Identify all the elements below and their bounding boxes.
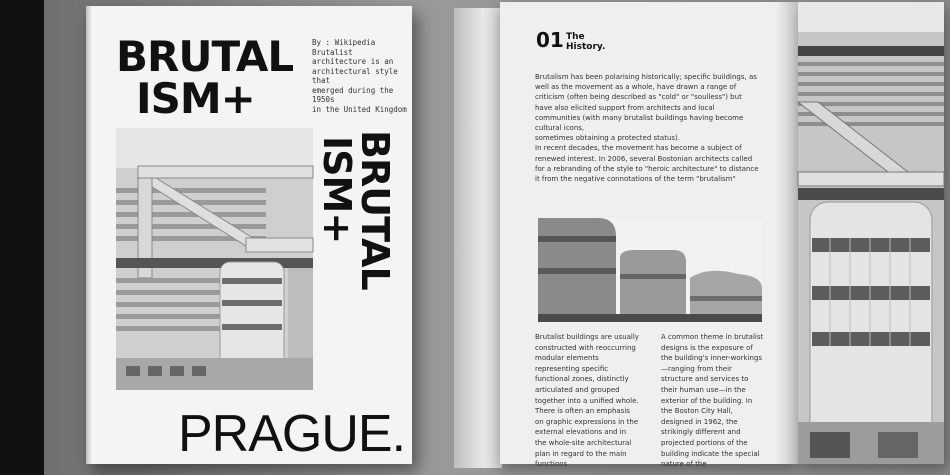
byline-line: in the United Kingdom [312,104,407,114]
intro-paragraph: Brutalism has been polarising historically; specific buildings, as well as the movement as a whole, have drawn a range of criticism (often being described as "cold" or "soulless") but have also elicited support from architects and local communities (with many brutalist buildings having become cultural icons, [535,73,757,133]
cover-byline [312,38,408,114]
magazine-cover [86,6,412,464]
byline-line: emerged during the 1950s [312,85,394,104]
chapter-number: 01 [536,28,564,52]
cover-title-line-2: ISM+ [136,74,255,123]
cover-spine [86,6,92,464]
byline-line: architectural style that [312,66,398,85]
intro-paragraph: In recent decades, the movement has become a subject of renewed interest. In 2006, several Bostonian architects called for a rebranding of the style to "heroic architecture" to distance it from the negative connotations of the term "brutalism" [535,144,759,184]
left-dark-band [0,0,44,475]
brutalist-tower-photo [798,2,944,464]
body-column-b: A common theme in brutalist designs is the exposure of the building's inner-workings—ranging from their structure and services to their human use—in the exterior of the building. In the Boston City Hall, designed in 1962, the strikingly different and projected portions of the building indicate the special nature of the [661,333,764,469]
vertical-title-line-2: ISM+ [315,136,359,244]
cover-city-name: PRAGUE. [178,405,406,463]
cover-title [116,32,306,123]
spread-page-edge [454,8,502,468]
intro-text [535,72,761,184]
vertical-title-line-1: BRUTAL [353,130,397,290]
intro-paragraph: sometimes obtaining a protected status). [535,134,680,143]
chapter-title-line-2: History. [566,42,606,52]
byline-line: By : Wikipedia [312,38,376,47]
cover-vertical-title [315,130,402,302]
cover-title-line-1: BRUTAL [116,32,294,81]
cover-building-photo [116,128,313,390]
chapter-title-line-1: The [566,32,585,42]
chapter-title [566,32,626,52]
concrete-towers-photo [538,218,762,322]
byline-line: Brutalist architecture is an [312,47,394,66]
body-column-a: Brutalist buildings are usually constructed with reoccurring modular elements representing specific functional zones, distinctly articulated and grouped together into a unified whole. There is often an emphasis on graphic expressions in the external elevations and in the whole-site architectural plan in regard to the main functions [535,333,639,469]
spread-text-page [500,2,798,469]
spread-photo-page [798,2,944,464]
